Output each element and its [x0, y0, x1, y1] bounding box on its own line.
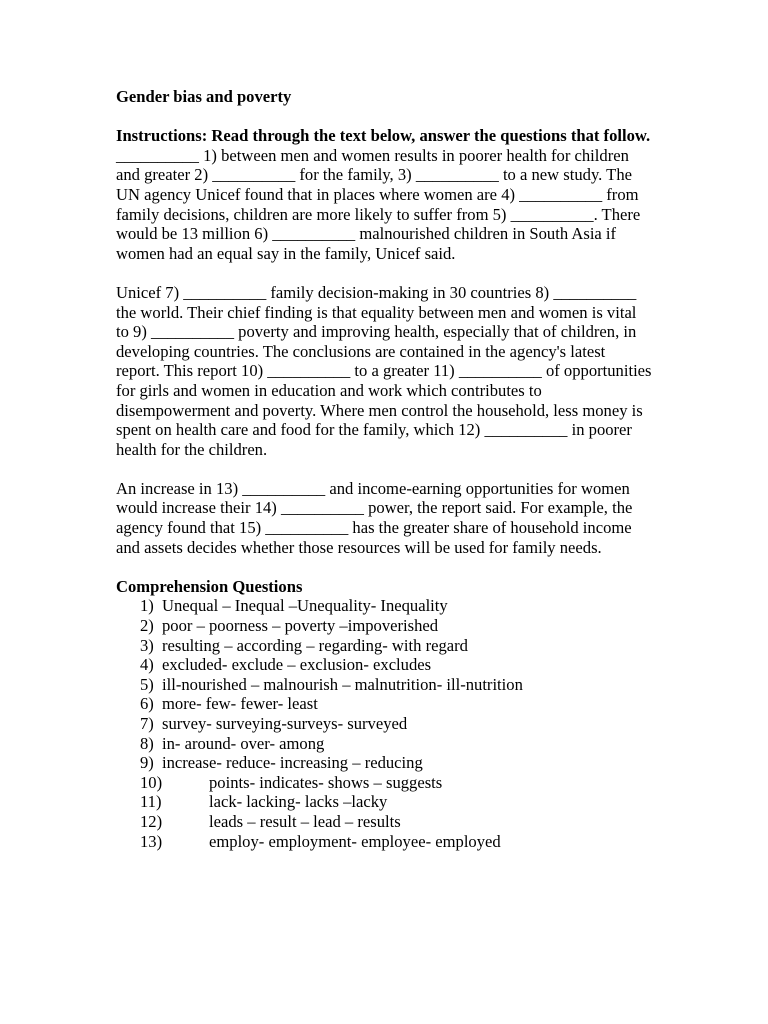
question-item: [116, 636, 652, 656]
question-options: more- few- fewer- least: [162, 694, 318, 714]
question-number: 13): [140, 831, 163, 851]
question-item: [116, 753, 652, 773]
question-number: 6): [140, 694, 154, 714]
question-options: excluded- exclude – exclusion- excludes: [162, 655, 432, 675]
question-options: survey- surveying-surveys- surveyed: [162, 714, 408, 733]
question-number: 3): [140, 635, 154, 655]
question-item: [116, 596, 652, 616]
spacer: [116, 459, 652, 479]
spacer: [116, 107, 652, 127]
question-options: leads – result – lead – results: [209, 811, 401, 831]
question-number: 12): [140, 811, 163, 831]
question-item: [116, 675, 652, 695]
spacer: [116, 557, 652, 577]
question-number: 7): [140, 714, 154, 733]
spacer: [116, 263, 652, 283]
question-item: [116, 773, 652, 793]
question-item: [116, 792, 652, 812]
document-page: [116, 87, 652, 851]
question-options: employ- employment- employee- employed: [209, 831, 501, 851]
question-number: 4): [140, 655, 154, 675]
document-title: Gender bias and poverty: [116, 87, 292, 106]
question-number: 10): [140, 772, 163, 792]
question-options: increase- reduce- increasing – reducing: [162, 753, 423, 773]
questions-list: [116, 596, 652, 851]
paragraph-1: __________ 1) between men and women results in poorer health for children and greater 2) __________ for the family, 3) __________ to a new study. The UN agency Unicef found that in places where women are 4) __________ from family decisions, children are more likely to suffer from 5) __________. There would be 13 million 6) __________ malnourished children in South Asia if women had an equal say in the family, Unicef said.: [116, 145, 641, 263]
paragraph-2: Unicef 7) __________ family decision-making in 30 countries 8) __________ the world. Their chief finding is that equality between men and women is vital to 9) __________ poverty and improving health, especially that of children, in developing countries. The conclusions are contained in the agency's latest report. This report 10) __________ to a greater 11) __________ of opportunities for girls and women in education and work which contributes to disempowerment and poverty. Where men control the household, less money is spent on health care and food for the family, which 12) __________ in poorer health for the children.: [116, 282, 652, 459]
question-item: [116, 616, 652, 636]
question-number: 5): [140, 674, 154, 694]
question-number: 8): [140, 733, 154, 753]
question-number: 11): [140, 792, 162, 812]
question-options: points- indicates- shows – suggests: [209, 772, 443, 792]
question-options: resulting – according – regarding- with regard: [162, 635, 468, 655]
question-item: [116, 714, 652, 734]
question-options: Unequal – Inequal –Unequality- Inequality: [162, 596, 448, 616]
question-options: poor – poorness – poverty –impoverished: [162, 616, 439, 636]
question-item: [116, 734, 652, 754]
question-number: 1): [140, 596, 154, 616]
question-item: [116, 694, 652, 714]
question-item: [116, 832, 652, 852]
questions-heading: Comprehension Questions: [116, 576, 303, 596]
paragraph-3: An increase in 13) __________ and income-earning opportunities for women would increase their 14) __________ power, the report said. For example, the agency found that 15) __________ has the greater share of household income and assets decides whether those resources will be used for family needs.: [116, 478, 633, 557]
instructions-text: Instructions: Read through the text below, answer the questions that follow.: [116, 126, 651, 146]
question-number: 9): [140, 753, 154, 773]
question-options: ill-nourished – malnourish – malnutrition- ill-nutrition: [162, 674, 523, 694]
question-number: 2): [140, 616, 154, 636]
question-options: lack- lacking- lacks –lacky: [209, 792, 388, 812]
question-item: [116, 812, 652, 832]
question-item: [116, 655, 652, 675]
question-options: in- around- over- among: [162, 733, 325, 753]
